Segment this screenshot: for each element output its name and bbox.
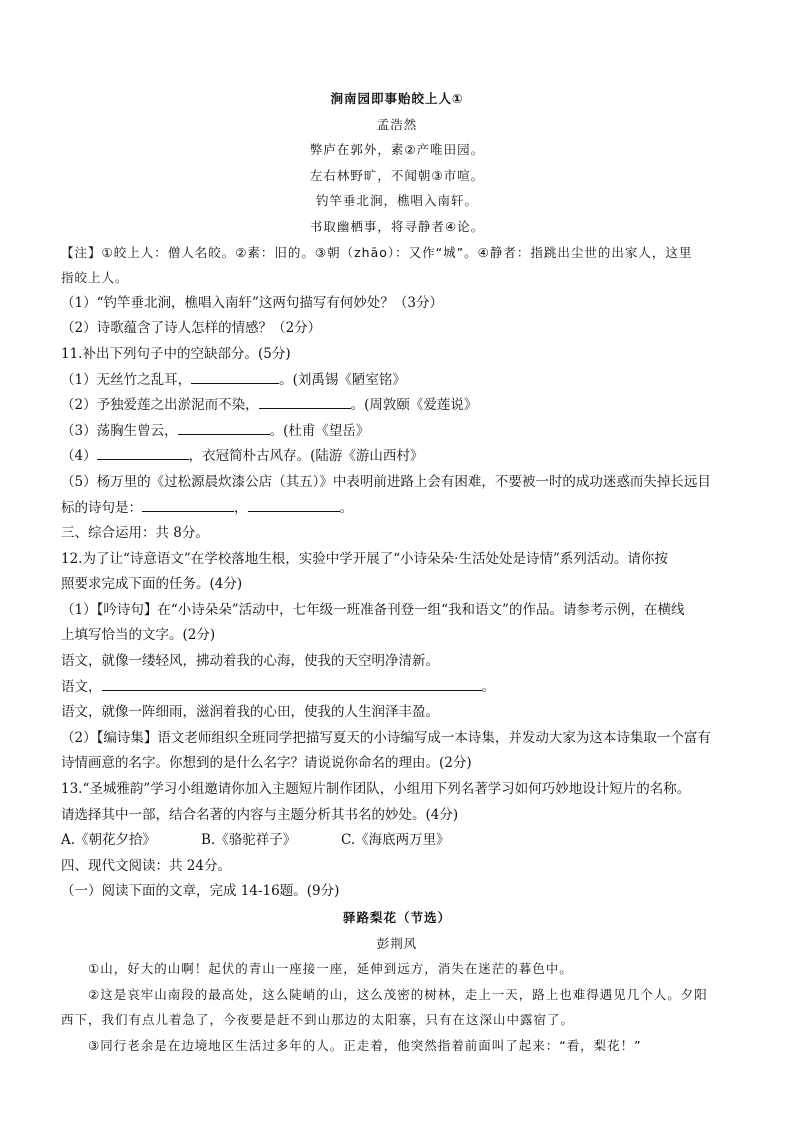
poem-line-4: 书取幽栖事，将寻静者④论。 (309, 218, 485, 234)
article-paragraph-2: ②这是哀牢山南段的最高处，这么陡峭的山，这么茂密的树林，走上一天，路上也难得遇见几个人。夕阳 (88, 986, 708, 1002)
poem-line-3: 钓竿垂北涧，樵唱入南轩。 (315, 193, 478, 209)
q12-intro: 12.为了让“诗意语文”在学校落地生根，实验中学开展了“小诗朵朵·生活处处是诗情”系列活动。请你按 (61, 550, 668, 567)
q12-fill-line: 语文， 。 (61, 675, 733, 701)
q11-item-1: （1）无丝竹之乱耳， 。(刘禹锡《陋室铭》 (61, 368, 733, 394)
answer-blank[interactable] (191, 369, 279, 384)
q12-intro-cont: 照要求完成下面的任务。(4分) (61, 576, 243, 593)
q11-item-5-cont: 标的诗句是： ， 。 (61, 496, 733, 522)
section-3-heading: 三、综合运用：共 8分。 (61, 525, 209, 542)
q13-options (61, 828, 733, 854)
article-paragraph-3: ③同行老余是在边境地区生活过多年的人。正走着，他突然指着前面叫了起来：“看，梨花！” (88, 1037, 642, 1053)
q12-part-2-cont: 诗情画意的名字。你想到的是什么名字？请说说你命名的理由。(2分) (61, 755, 472, 772)
answer-blank[interactable] (142, 497, 234, 512)
poem-line-2: 左右林野旷，不闻朝③市喧。 (309, 167, 485, 183)
q11-item-3: （3）荡胸生曾云， 。(杜甫《望岳》 (61, 419, 733, 445)
q12-part-1: （1）【吟诗句】在“小诗朵朵”活动中，七年级一班准备刊登一组“我和语文”的作品。请参考示例，在横线 (61, 601, 685, 618)
q11-item-4: （4） ，衣冠简朴古风存。(陆游《游山西村》 (61, 444, 733, 470)
q12-example-2: 语文，就像一阵细雨，滋润着我的心田，使我的人生润泽丰盈。 (61, 704, 439, 721)
poem-question-2: （2）诗歌蕴含了诗人怎样的情感？（2分） (61, 320, 322, 337)
section-4-heading: 四、现代文阅读：共 24分。 (61, 857, 231, 874)
article-paragraph-2-cont: 西下，我们有点儿着急了，今夜要是赶不到山那边的太阳寨，只有在这深山中露宿了。 (61, 1012, 575, 1028)
q11-item-5: （5）杨万里的《过松源晨炊漆公店（其五）》中表明前进路上会有困难，不要被一时的成功迷惑而失掉长远目 (61, 473, 711, 490)
article-paragraph-1: ①山，好大的山啊！起伏的青山一座接一座，延伸到远方，消失在迷茫的暮色中。 (88, 961, 573, 977)
poem-note: 【注】①皎上人：僧人名皎。②素：旧的。③朝（zhāo）：又作“城”。④静者：指跳出尘世的出家人，这里 (61, 244, 693, 260)
q13-line-1: 13.“圣城雅韵”学习小组邀请你加入主题短片制作团队，小组用下列名著学习如何巧妙地设计短片的名称。 (61, 781, 691, 798)
poem-note-cont: 指皎上人。 (61, 270, 129, 286)
poem-author: 孟浩然 (376, 116, 418, 132)
article-author: 彭荆风 (376, 935, 418, 951)
document-page (61, 86, 733, 1059)
answer-blank[interactable] (102, 676, 482, 691)
poem-line-1: 弊庐在郭外，素②产唯田园。 (309, 142, 485, 158)
q11-heading: 11.补出下列句子中的空缺部分。(5分) (61, 345, 291, 362)
option-b: B.《骆驼祥子》 (201, 832, 297, 849)
q12-part-2: （2）【编诗集】语文老师组织全班同学把描写夏天的小诗编写成一本诗集，并发动大家为这本诗集取一个富有 (61, 729, 711, 746)
answer-blank[interactable] (97, 445, 189, 460)
q13-line-2: 请选择其中一部，结合名著的内容与主题分析其书名的妙处。(4分) (61, 806, 459, 823)
answer-blank[interactable] (259, 394, 351, 409)
q11-item-2: （2）予独爱莲之出淤泥而不染， 。(周敦颐《爱莲说》 (61, 393, 733, 419)
option-a: A.《朝花夕拾》 (61, 832, 157, 849)
answer-blank[interactable] (248, 497, 340, 512)
article-title: 驿路梨花（节选） (342, 910, 451, 925)
option-c: C.《海底两万里》 (341, 832, 450, 849)
q12-example-1: 语文，就像一缕轻风，拂动着我的心海，使我的天空明净清新。 (61, 653, 439, 670)
section-4-sub: （一）阅读下面的文章，完成 14-16题。(9分) (61, 883, 340, 900)
answer-blank[interactable] (178, 420, 270, 435)
q12-part-1-cont: 上填写恰当的文字。(2分) (61, 627, 216, 644)
poem-question-1: （1）“钓竿垂北涧，樵唱入南轩”这两句描写有何妙处？（3分） (61, 294, 443, 311)
poem-title: 涧南园即事贻皎上人① (330, 91, 464, 106)
